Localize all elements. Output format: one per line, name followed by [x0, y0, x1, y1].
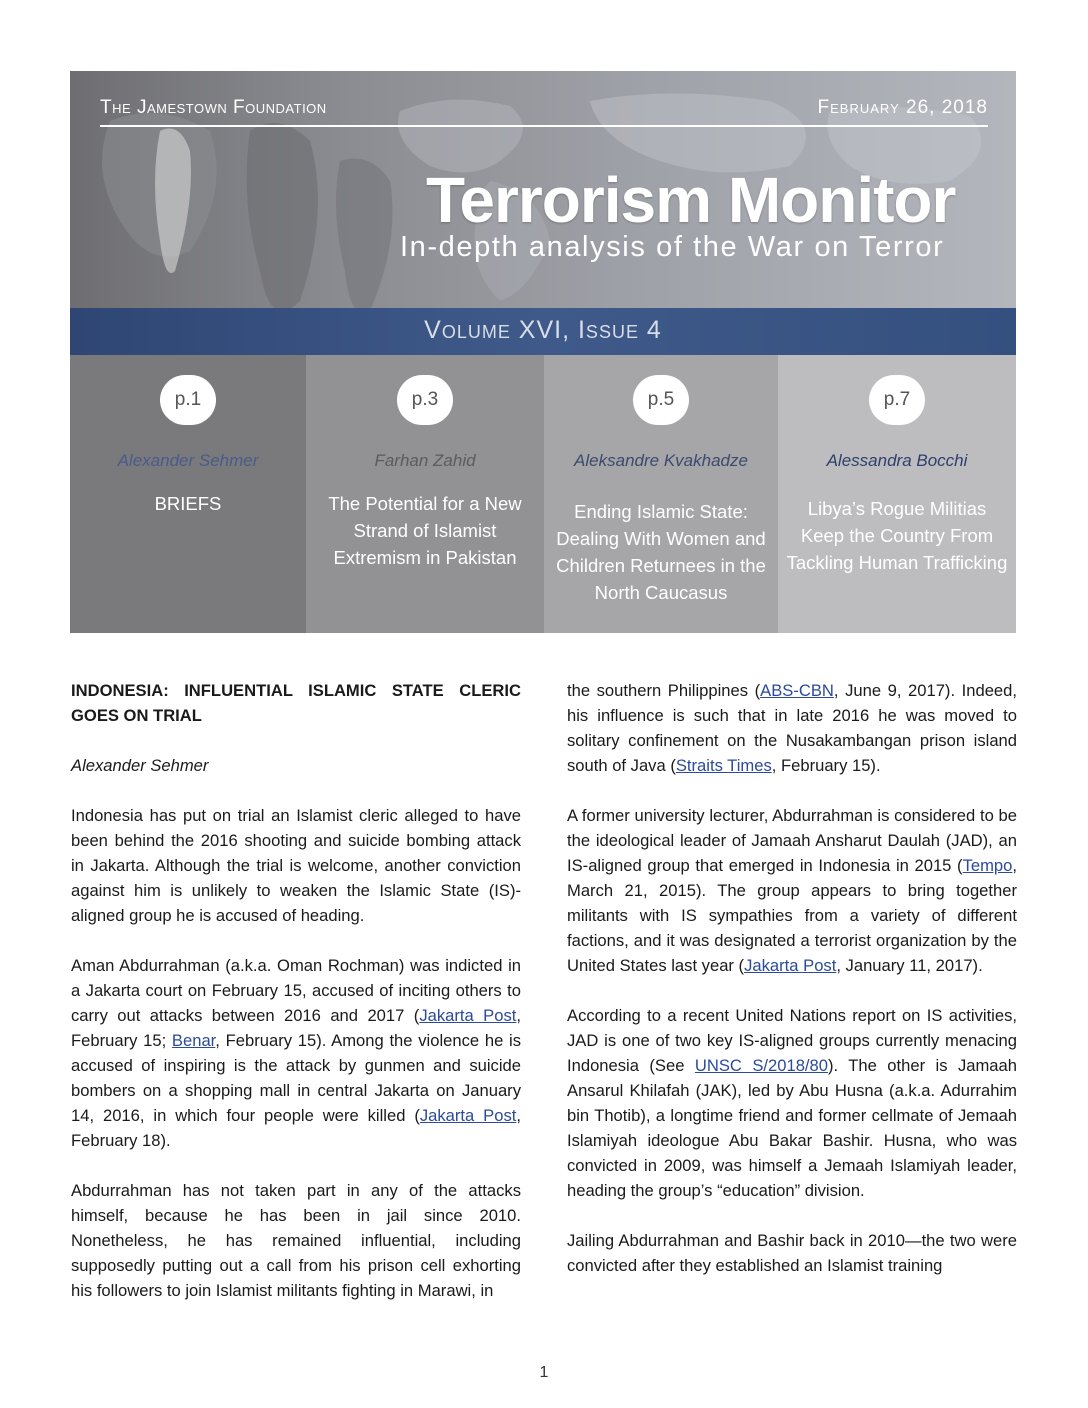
- issue-date: February 26, 2018: [817, 97, 988, 118]
- article-paragraph: the southern Philippines (ABS-CBN, June 9, 2017). Indeed, his influence is such that in late 2016 he was moved to solitary confinement on the Nusakambangan prison island south of Java (Straits Times, February 15).: [567, 681, 1017, 775]
- contents-headline: Ending Islamic State: Dealing With Women and Children Returnees in the North Caucasus: [556, 501, 766, 603]
- contents-headline: BRIEFS: [154, 493, 222, 514]
- organization-name: The Jamestown Foundation: [100, 97, 327, 118]
- source-link[interactable]: ABS-CBN: [760, 681, 834, 700]
- contents-headline: The Potential for a New Strand of Islamist Extremism in Pakistan: [328, 493, 522, 568]
- contents-item-north-caucasus[interactable]: [544, 355, 778, 633]
- contents-author: Farhan Zahid: [374, 451, 476, 470]
- article-column-left: [71, 678, 521, 1328]
- contents-author: Alessandra Bocchi: [826, 451, 968, 470]
- source-link[interactable]: UNSC S/2018/80: [694, 1056, 828, 1075]
- article-paragraph: Jailing Abdurrahman and Bashir back in 2010—the two were convicted after they established an Islamist training: [567, 1231, 1017, 1275]
- page-badge: p.7: [869, 375, 925, 425]
- contents-author: Aleksandre Kvakhadze: [574, 451, 748, 470]
- article-column-right: [567, 678, 1017, 1303]
- page-badge: p.5: [633, 375, 689, 425]
- article-paragraph: Indonesia has put on trial an Islamist cleric alleged to have been behind the 2016 shooting and suicide bombing attack in Jakarta. Although the trial is welcome, another conviction against him is unlikely to weaken the Islamic State (IS)-aligned group he is accused of heading.: [71, 806, 521, 925]
- contents-author: Alexander Sehmer: [117, 451, 259, 470]
- contents-item-pakistan[interactable]: [306, 355, 544, 633]
- contents-headline: Libya’s Rogue Militias Keep the Country From Tackling Human Trafficking: [786, 498, 1008, 573]
- publication-subtitle: In-depth analysis of the War on Terror: [400, 231, 945, 263]
- source-link[interactable]: Benar: [171, 1031, 216, 1050]
- page-badge: p.1: [160, 375, 216, 425]
- article-paragraph: Aman Abdurrahman (a.k.a. Oman Rochman) was indicted in a Jakarta court on February 15, accused of inciting others to carry out attacks between 2016 and 2017 (Jakarta Post, February 15; Benar, February 15). Among the violence he is accused of inspiring is the attack by gunmen and suicide bombers on a shopping mall in central Jakarta on January 14, 2016, in which four people were killed (Jakarta Post, February 18).: [71, 956, 522, 1150]
- article-paragraph: Abdurrahman has not taken part in any of the attacks himself, because he has been in jail since 2010. Nonetheless, he has remained influential, including supposedly putting out a call from his prison cell exhorting his followers to join Islamist militants fighting in Marawi, in: [71, 1181, 521, 1300]
- page-badge: p.3: [397, 375, 453, 425]
- article-paragraph: A former university lecturer, Abdurrahman is considered to be the ideological leader of Jamaah Ansharut Daulah (JAD), an IS-aligned group that emerged in Indonesia in 2015 (Tempo, March 21, 2015). The group appears to bring together militants with IS sympathies from a variety of different factions, and it was designated a terrorist organization by the United States last year (Jakarta Post, January 11, 2017).: [567, 806, 1017, 975]
- source-link[interactable]: Jakarta Post: [419, 1006, 517, 1025]
- source-link[interactable]: Tempo: [962, 856, 1013, 875]
- article-byline: Alexander Sehmer: [71, 756, 209, 775]
- source-link[interactable]: Jakarta Post: [419, 1106, 517, 1125]
- contents-item-libya[interactable]: [778, 355, 1016, 633]
- source-link[interactable]: Straits Times: [675, 756, 772, 775]
- page-number: 1: [539, 1364, 549, 1381]
- article-heading: INDONESIA: INFLUENTIAL ISLAMIC STATE CLERIC GOES ON TRIAL: [71, 681, 521, 725]
- publication-title: Terrorism Monitor: [426, 164, 956, 236]
- volume-bar: [70, 308, 1016, 355]
- banner-top-rule: [100, 97, 988, 127]
- contents-item-briefs[interactable]: [70, 355, 306, 633]
- contents-strip: [70, 355, 1016, 633]
- article-paragraph: According to a recent United Nations report on IS activities, JAD is one of two key IS-aligned groups currently menacing Indonesia (See UNSC S/2018/80). The other is Jamaah Ansarul Khilafah (JAK), led by Abu Husna (a.k.a. Adurrahim bin Thotib), a longtime friend and former cellmate of Jemaah Islamiyah ideologue Abu Bakar Bashir. Husna, who was convicted in 2009, was himself a Jemaah Islamiyah leader, heading the group’s “education” division.: [567, 1006, 1017, 1200]
- volume-issue: Volume XVI, Issue 4: [424, 316, 662, 344]
- source-link[interactable]: Jakarta Post: [744, 956, 837, 975]
